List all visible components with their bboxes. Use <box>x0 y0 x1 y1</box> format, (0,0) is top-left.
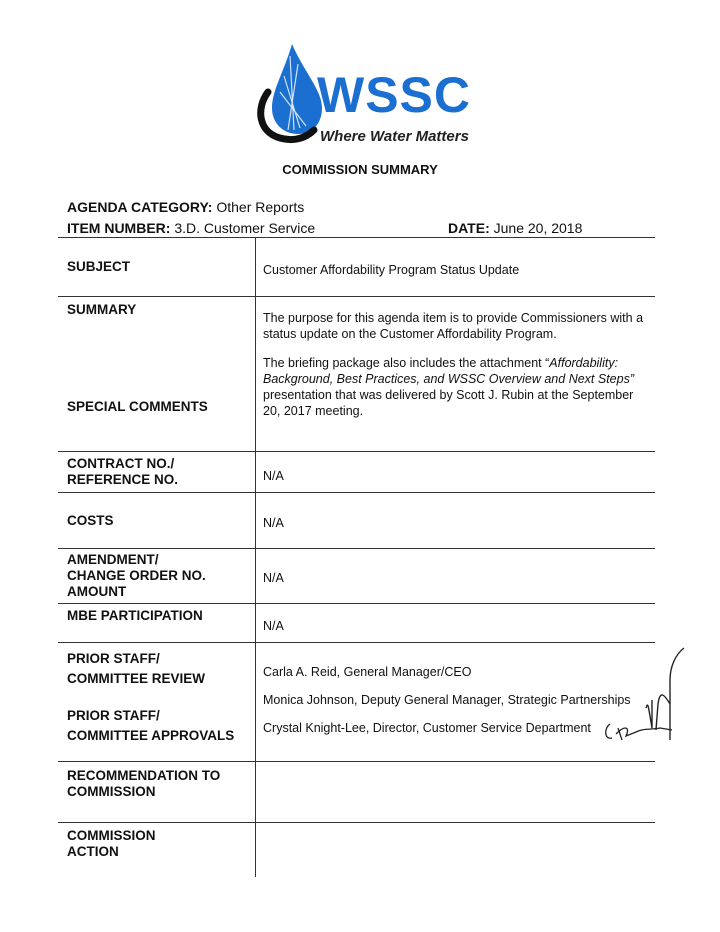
column-divider <box>255 237 256 877</box>
amendment-value: N/A <box>263 571 284 585</box>
divider <box>58 548 655 549</box>
divider <box>58 492 655 493</box>
subject-label: SUBJECT <box>67 259 131 274</box>
summary-label: SUMMARY <box>67 302 137 317</box>
mbe-label: MBE PARTICIPATION <box>67 608 203 623</box>
prior-approvals-label <box>67 706 234 746</box>
logo-tagline: Where Water Matters <box>320 128 469 145</box>
prior-approvals-label-line1: PRIOR STAFF/ <box>67 708 160 723</box>
amendment-label-line3: AMOUNT <box>67 584 127 599</box>
date <box>448 220 582 236</box>
prior-review-label <box>67 649 205 689</box>
action-label-line2: ACTION <box>67 844 119 859</box>
item-number-label: ITEM NUMBER: <box>67 220 171 236</box>
mbe-value: N/A <box>263 619 284 633</box>
summary-para-2-prefix: The briefing package also includes the attachment “ <box>263 356 550 370</box>
contract-label <box>67 456 178 488</box>
prior-review-label-line1: PRIOR STAFF/ <box>67 651 160 666</box>
costs-value: N/A <box>263 516 284 530</box>
amendment-label-line1: AMENDMENT/ <box>67 552 159 567</box>
prior-review-label-line2: COMMITTEE REVIEW <box>67 671 205 686</box>
item-number-value: 3.D. Customer Service <box>174 220 316 236</box>
contract-label-line1: CONTRACT NO./ <box>67 456 175 471</box>
subject-value: Customer Affordability Program Status Update <box>263 263 520 277</box>
divider <box>58 761 655 762</box>
signatory-1: Carla A. Reid, General Manager/CEO <box>263 665 472 679</box>
contract-label-line2: REFERENCE NO. <box>67 472 179 487</box>
summary-para-2-suffix: presentation that was delivered by Scott J. Rubin at the September 20, 2017 meeting. <box>263 388 634 418</box>
summary-para-2 <box>263 355 648 419</box>
divider <box>58 642 655 643</box>
prior-approvals-label-line2: COMMITTEE APPROVALS <box>67 728 235 743</box>
handwritten-initials <box>596 644 700 744</box>
item-number <box>67 220 315 236</box>
amendment-label <box>67 552 206 600</box>
date-label: DATE: <box>448 220 490 236</box>
recommendation-label-line2: COMMISSION <box>67 784 156 799</box>
costs-label: COSTS <box>67 513 114 528</box>
amendment-label-line2: CHANGE ORDER NO. <box>67 568 206 583</box>
divider <box>58 603 655 604</box>
recommendation-label <box>67 768 220 800</box>
agenda-category-label: AGENDA CATEGORY: <box>67 199 213 215</box>
summary-para-2-title: Affordability: Background, Best Practices, and WSSC Overview and Next Steps” <box>263 356 634 386</box>
divider <box>58 451 655 452</box>
divider <box>58 237 655 238</box>
special-comments-label: SPECIAL COMMENTS <box>67 399 208 414</box>
signatory-3: Crystal Knight-Lee, Director, Customer Service Department <box>263 721 591 735</box>
agenda-category-value: Other Reports <box>216 199 305 215</box>
summary-para-1: The purpose for this agenda item is to provide Commissioners with a status update on the Customer Affordability Program. <box>263 311 644 341</box>
action-label-line1: COMMISSION <box>67 828 156 843</box>
action-label <box>67 828 156 860</box>
agenda-category <box>67 199 304 215</box>
divider <box>58 296 655 297</box>
divider <box>58 822 655 823</box>
signatory-2: Monica Johnson, Deputy General Manager, Strategic Partnerships <box>263 693 631 707</box>
contract-value: N/A <box>263 469 284 483</box>
recommendation-label-line1: RECOMMENDATION TO <box>67 768 221 783</box>
page-title: COMMISSION SUMMARY <box>282 162 438 177</box>
date-value: June 20, 2018 <box>493 220 583 236</box>
logo-wordmark: WSSC <box>317 67 471 123</box>
